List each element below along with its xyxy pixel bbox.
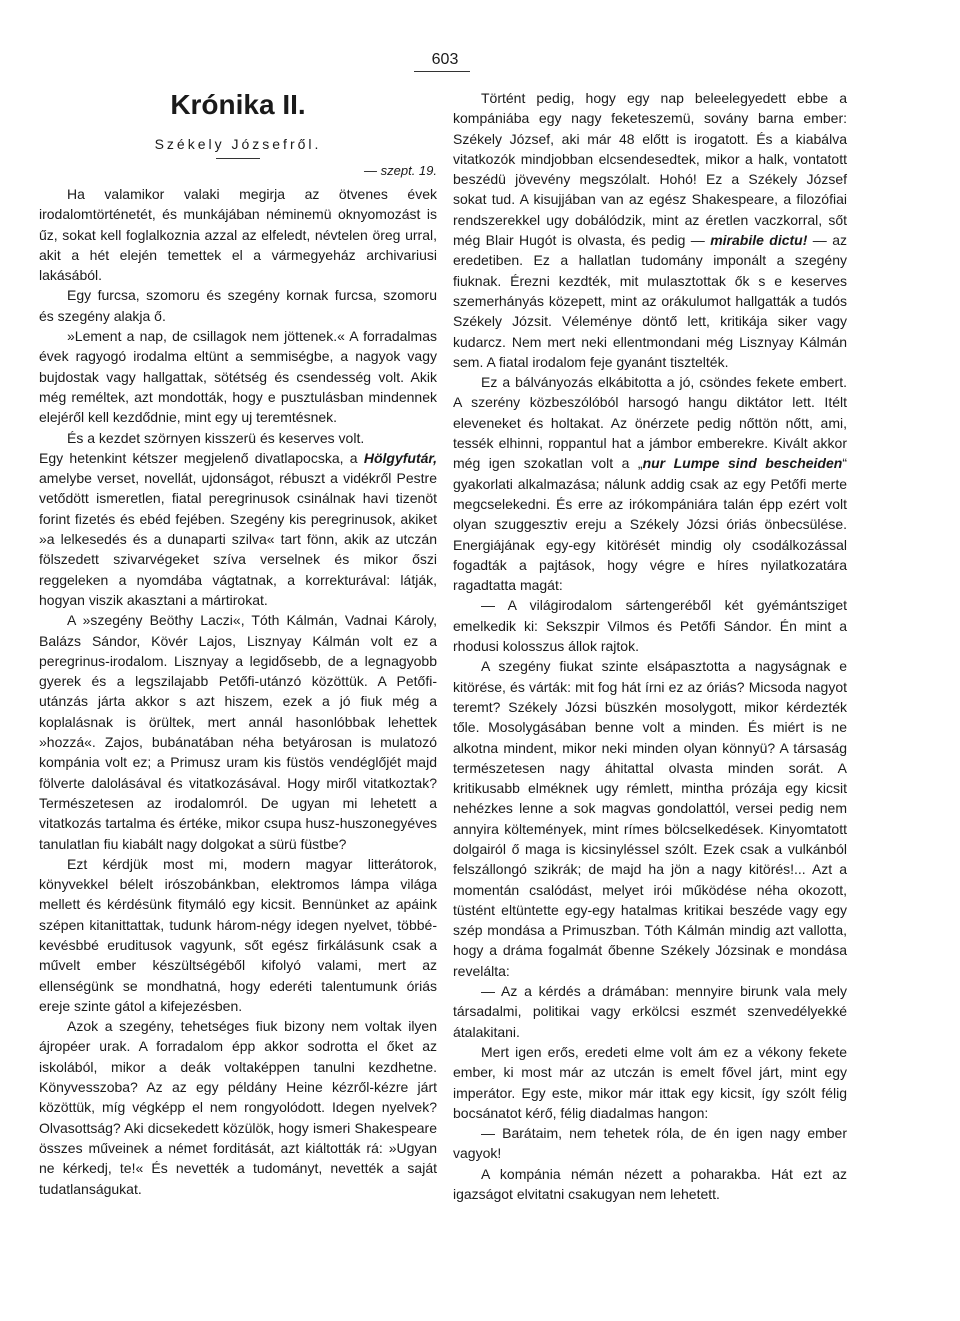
quote-paragraph: — Az a kérdés a drámában: mennyire birunk vala mely társadalmi, politikai vagy erkölcsi eszmét szenvedélyekké átalakitani. [453, 983, 847, 1040]
text-run: “ gyakorlati alkalmazása; nálunk addig csak az egy Petőfi merte megcselekedni. És erre az irókompániára talán épp ezért volt olyan szuggesztiv ereju a Székely Józsi óriás önbecsülése. Energiájának egy-egy kitörését mindig oly csodálkozással fogadták a pajtások, hogy végre e híres nyilatkozatára ragadtatta magát: [453, 455, 847, 594]
paragraph: Azok a szegény, tehetséges fiuk bizony nem voltak ilyen ájropéer urak. A forradalom épp akkor sodrotta el őket az iskolából, mikor a deák voltaképpen tanulni kezdhetne. Könyvesszoba? Az az egy példány Heine kézről-kézre járt közöttük, míg végképp el nem rongyolódott. Idegen nyelvek? Olvasottság? Aki dicsekedett közülök, hogy ismeri Shakespeare összes műveinek a német forditását, azt kiáltották rá: »Ugyan ne kérkedj, te!« És nevették a tudományt, nevették a saját tudatlanságukat. [39, 1018, 437, 1197]
page-number: 603 [431, 51, 459, 68]
german-phrase: nur Lumpe sind bescheiden [642, 455, 843, 472]
right-column [453, 88, 847, 1204]
paragraph: Mert igen erős, eredeti elme volt ám ez a vékony fekete ember, ki most már az utczán is emelt fővel járt, mint egy imperátor. Egy este, mikor már ittak egy kicsit, így szólt félig bocsánatot kérő, félig diadalmas hangon: [453, 1043, 847, 1121]
quote-paragraph: — A világirodalom sártengeréből két gyémántsziget emelkedik ki: Sekszpir Vilmos és Petőfi Sándor. Én mint a rhodusi kolosszus állok rajtok. [453, 597, 847, 655]
paragraph: Ha valamikor valaki megirja az ötvenes évek irodalomtörténetét, és munkájában néminemü oknyomozást is űz, sokat kell foglalkoznia azzal az elfeledt, névtelen öreg urral, akit a hét elején temettek el a vármegyeház archivariusi lakásából. [39, 186, 437, 284]
paragraph: És a kezdet szörnyen kisszerü és keserves volt. [67, 429, 365, 446]
paragraph: A kompánia némán nézett a poharakba. Hát ezt az igazságot elvitatni csakugyan nem lehetett. [453, 1165, 847, 1203]
left-column [39, 88, 437, 1199]
text-run: Egy hetenkint kétszer megjelenő divatlapocska, a [39, 449, 364, 466]
text-run: Ez a bálványozás elkábitotta a jó, csöndes fekete embert. A szerény közbeszólóból harsogó hangu diktátor lett. Itélt eleveneket és holtakat. Az önérzete pedig nőttön nőtt, ami, tessék elhinni, roppantul hat a jámbor emberekre. Kivált akkor még igen szokatlan volt a „ [453, 374, 847, 472]
page-number-rule [414, 71, 470, 72]
journal-title: Hölgyfutár, [363, 449, 437, 466]
article-subtitle: Székely Józsefről. [154, 136, 322, 152]
paragraph: Egy furcsa, szomoru és szegény kornak furcsa, szomoru és szegény alakja ő. [39, 287, 437, 324]
paragraph: Ezt kérdjük most mi, modern magyar litterátorok, könyvekkel bélelt irószobánkban, elektromos lámpa világa mellett és kérdésünk fitymáló egy kicsit. Bennünket az apáink szépen kitanittattak, tudunk három-négy idegen nyelvet, többé-kevésbbé eruditusok vagyunk, sőt egész firkálásunk csak a művelt ember készültségéből kifolyó valami, mert az ellenségünk se mondhatná, hogy ederéti talentumunk óriás ereje szinte gátol a kifejezésben. [39, 855, 437, 1014]
article-title: Krónika II. [170, 89, 306, 120]
subtitle-rule [216, 158, 260, 159]
quote-paragraph: — Barátaim, nem tehetek róla, de én igen nagy ember vagyok! [453, 1125, 847, 1162]
dateline: — szept. 19. [364, 163, 437, 178]
paragraph [453, 372, 847, 595]
paragraph [39, 448, 437, 610]
text-run: — az eredetiben. Ez a hallatlan tudomány imponált a szegény fiuknak. Érezni kezdték, mit mulasztottak ők s e keserves szemerhányás közepett, mint az orákulumot hallgatták a tudós Székely Józsit. Véleménye döntő lett, kritikája siker vagy kudarcz. Nem mert neki ellentmondani még Lisznyay Kálmán sem. A fiatal irodalom feje gyanánt tisztelték. [453, 232, 847, 370]
paragraph: A »szegény Beöthy Laczi«, Tóth Kálmán, Vadnai Károly, Balázs Sándor, Kövér Lajos, Lisznyay Kálmán volt ez a peregrinus-irodalom. Lisznyay a legidősebb, de a legnagyobb gyerek és a legszilajabb Petőfi-utánzó közöttük. A Petőfi-utánzás járta akkor s azt hiszem, ezek a jó fiuk még a koplalásnak is örültek, mert annál hasonlóbbak lehettek »hozzá«. Zajos, bubánatában néha betyárosan is mulatozó kompánia volt ez; a Primusz uram kis füstös vendéglőjét majd fölverte dalolásával és vitatkozásával. Hogy miről vitatkoztak? Természetesen az irodalomról. De ugyan mi lehetett a vitatkozás tartalma és értéke, mikor csupa husz-huszonegyéves tanulatlan fiu kiabált nagy dolgokat a sürü füstbe? [39, 612, 437, 852]
paragraph: »Lement a nap, de csillagok nem jöttenek.« A forradalmas évek ragyogó irodalma eltünt a semmiségbe, a nagyok vagy bujdostak vagy hallgattak, sötétség és csendesség volt. Akik még reméltek, azt mondották, hogy e pusztulásban mindennek elejéről kell kezdődnie, mint egy uj teremtésnek. [39, 328, 437, 426]
text-run: Történt pedig, hogy egy nap beleelegyedett ebbe a kompániába egy nagy feketeszemü, sovány barna ember: Székely József, aki már 48 előtt is irogatott. És a kiabálva vitatkozók mindjobban elcsendesedtek, mikor a halk, vontatott beszédü jövevény megszólalt. Hohó! Ez a Székely József sokat tud. A kisujjában van az egész Shakespeare, a filozófiai rendszerekkel ugy dobálódzik, mint az éretlen vaczkorral, sőt még Blair Hugót is olvasta, és pedig — [453, 90, 847, 249]
latin-phrase: mirabile dictu! [710, 232, 808, 249]
paragraph [453, 88, 847, 372]
text-run: amelybe verset, novellát, ujdonságot, rébuszt a vidékről Pestre vetődött ismeretlen, fiatal peregrinusok csinálnak havi tizenöt forint fizetés és ebéd fejében. Szegény kis peregrinusok, akiket »a lelkesedés és a dunaparti szilva« tart fönn, akik az utczán fölszedett szivarvégeket szíva verselnek és mikor őszi reggeleken a nyomdába vágtatnak, a korrekturával: látják, hogyan viszik akasztani a mártirokat. [39, 470, 437, 608]
paragraph: A szegény fiukat szinte elsápasztotta a nagyságnak e kitörése, és várták: mit fog hát írni ez az óriás? Micsoda nagyot teremt? Székely Józsi büszkén mosolygott, mikor kérdezték tőle. Mosolygásában benne volt a minden. És miért is ne alkotna mindent, mikor neki minden olyan könnyü? A társaság természetesen nagy áhitattal olvasta minden sorát. A kritikusabb elméknek ugy rémlett, mintha prózája egy kicsit nehézkes lenne a sok magvas gondolattól, versei pedig nem annyira költemények, mint rímes bölcselkedések. Kinyomtatott dolgairól ő maga is kicsinyléssel szólt. Ezek csak a vulkánból felszállongó szikrák; de majd ha jön a nagy kitörés!... Azt a momentán csalódást, melyet irói működése néha okozott, tüstént eltüntette egy-egy hatalmas kritikai beszéde vagy egy szép mondása a Primuszban. Tóth Kálmán mindig azt vallotta, hogy a dráma fogalmát őbenne Székely Józsinak e mondása reveláltа: [453, 658, 847, 979]
